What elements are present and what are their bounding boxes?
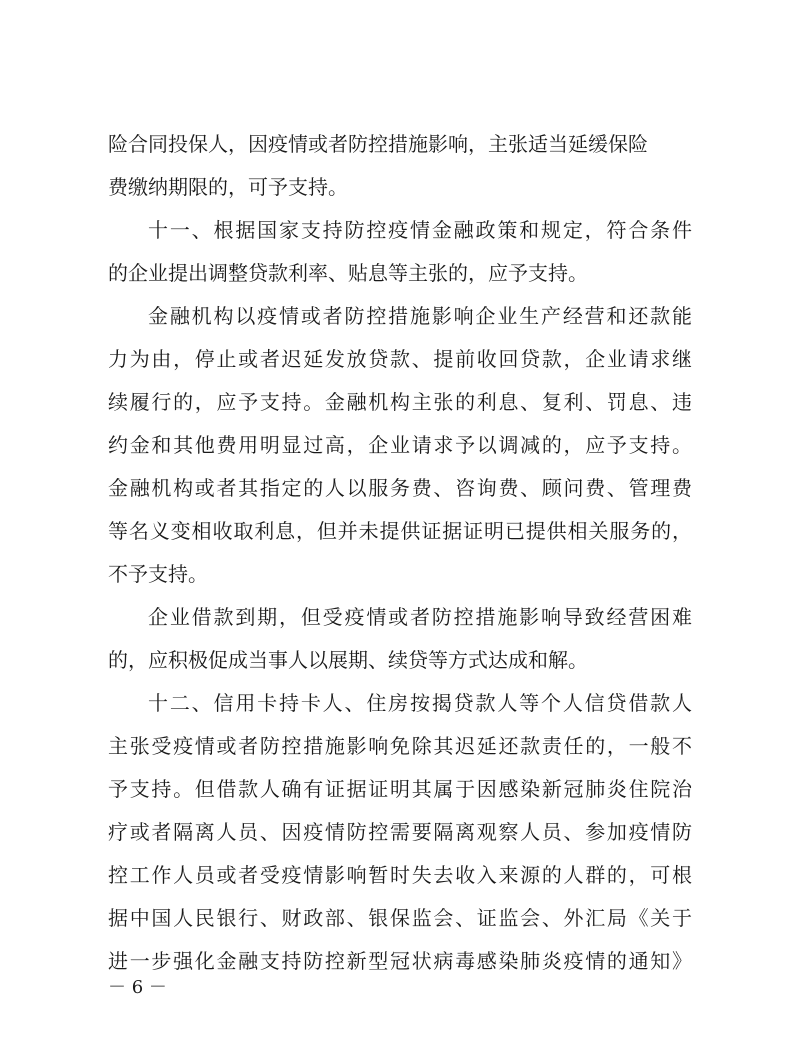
text-line: 等名义变相收取利息，但并未提供证据证明已提供相关服务的， — [108, 519, 692, 543]
text-line: 的，应积极促成当事人以展期、续贷等方式达成和解。 — [108, 648, 588, 672]
paragraph-first-line: 金融机构以疫情或者防控措施影响企业生产经营和还款能 — [148, 304, 692, 328]
text-line: 续履行的，应予支持。金融机构主张的利息、复利、罚息、违 — [108, 390, 692, 414]
text-line: 险合同投保人，因疫情或者防控措施影响，主张适当延缓保险 — [108, 132, 648, 156]
paragraph-first-line: 十一、根据国家支持防控疫情金融政策和规定，符合条件 — [148, 218, 692, 242]
text-line: 力为由，停止或者迟延发放贷款、提前收回贷款，企业请求继 — [108, 347, 692, 371]
text-line: 的企业提出调整贷款利率、贴息等主张的，应予支持。 — [108, 261, 588, 285]
text-line: 不予支持。 — [108, 562, 208, 586]
text-line: 疗或者隔离人员、因疫情防控需要隔离观察人员、参加疫情防 — [108, 820, 692, 844]
text-line: 予支持。但借款人确有证据证明其属于因感染新冠肺炎住院治 — [108, 777, 692, 801]
text-line: 进一步强化金融支持防控新型冠状病毒感染肺炎疫情的通知》 — [108, 949, 692, 973]
paragraph-first-line: 十二、信用卡持卡人、住房按揭贷款人等个人信贷借款人 — [148, 691, 692, 715]
text-line: 费缴纳期限的，可予支持。 — [108, 175, 348, 199]
page-number: － 6 － — [108, 977, 167, 998]
text-line: 金融机构或者其指定的人以服务费、咨询费、顾问费、管理费 — [108, 476, 692, 500]
text-line: 据中国人民银行、财政部、银保监会、证监会、外汇局《关于 — [108, 906, 692, 930]
text-line: 控工作人员或者受疫情影响暂时失去收入来源的人群的，可根 — [108, 863, 692, 887]
paragraph-first-line: 企业借款到期，但受疫情或者防控措施影响导致经营困难 — [148, 605, 692, 629]
text-line: 约金和其他费用明显过高，企业请求予以调减的，应予支持。 — [108, 433, 692, 457]
text-line: 主张受疫情或者防控措施影响免除其迟延还款责任的，一般不 — [108, 734, 692, 758]
